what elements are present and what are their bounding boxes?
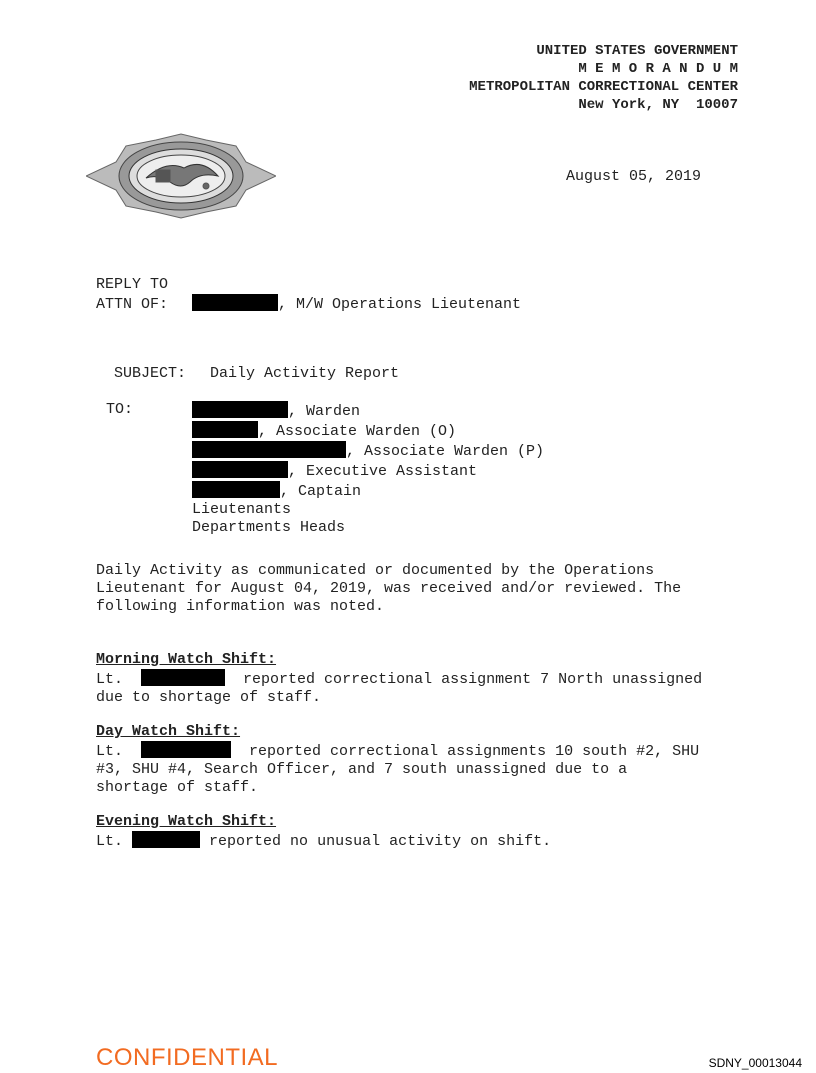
redaction-box xyxy=(132,831,200,848)
evening-watch-section: Evening Watch Shift: Lt. reported no unusual activity on shift. xyxy=(96,813,552,850)
redaction-box xyxy=(192,294,278,311)
shift-title: Morning Watch Shift: xyxy=(96,651,277,668)
header-location: New York, NY 10007 xyxy=(578,97,738,113)
memo-header xyxy=(469,42,738,114)
redaction-box xyxy=(192,441,346,458)
memo-date: August 05, 2019 xyxy=(566,168,702,185)
to-label: TO: xyxy=(106,401,134,418)
recipient-item: , Warden xyxy=(192,401,544,421)
attn-of-title: , M/W Operations Lieutenant xyxy=(278,296,522,313)
header-institution: METROPOLITAN CORRECTIONAL CENTER xyxy=(469,79,738,95)
confidential-stamp: CONFIDENTIAL xyxy=(96,1044,279,1071)
subject-value: Daily Activity Report xyxy=(210,365,400,382)
recipient-item: , Associate Warden (P) xyxy=(192,441,544,461)
header-memorandum: M E M O R A N D U M xyxy=(578,61,738,77)
recipient-group: Departments Heads xyxy=(192,519,346,536)
recipient-group: Lieutenants xyxy=(192,501,292,518)
attn-of-label: ATTN OF: xyxy=(96,296,169,313)
shift-title: Day Watch Shift: xyxy=(96,723,241,740)
redaction-box xyxy=(141,741,231,758)
recipient-list xyxy=(192,401,544,537)
morning-watch-section: Morning Watch Shift: Lt. reported correctional assignment 7 North unassigned due to shortage of staff. xyxy=(96,651,703,706)
recipient-item: , Associate Warden (O) xyxy=(192,421,544,441)
recipient-item: , Captain xyxy=(192,481,544,501)
redaction-box xyxy=(192,401,288,418)
subject-line xyxy=(96,347,399,383)
redaction-box xyxy=(141,669,225,686)
reply-to-label: REPLY TO xyxy=(96,276,169,293)
subject-label: SUBJECT: xyxy=(114,365,187,382)
redaction-box xyxy=(192,461,288,478)
shift-title: Evening Watch Shift: xyxy=(96,813,277,830)
reply-to-block xyxy=(96,276,521,314)
intro-paragraph: Daily Activity as communicated or documented by the Operations Lieutenant for August 04, 2019, was received and/or reviewed. The following information was noted. xyxy=(96,562,682,615)
recipient-item: , Executive Assistant xyxy=(192,461,544,481)
redaction-box xyxy=(192,421,258,438)
redaction-box xyxy=(192,481,280,498)
header-government: UNITED STATES GOVERNMENT xyxy=(536,43,738,59)
doj-seal-icon xyxy=(86,132,276,220)
bates-number: SDNY_00013044 xyxy=(708,1056,802,1070)
day-watch-section: Day Watch Shift: Lt. reported correctional assignments 10 south #2, SHU #3, SHU #4, Search Officer, and 7 south unassigned due to a shortage of staff. xyxy=(96,723,700,796)
